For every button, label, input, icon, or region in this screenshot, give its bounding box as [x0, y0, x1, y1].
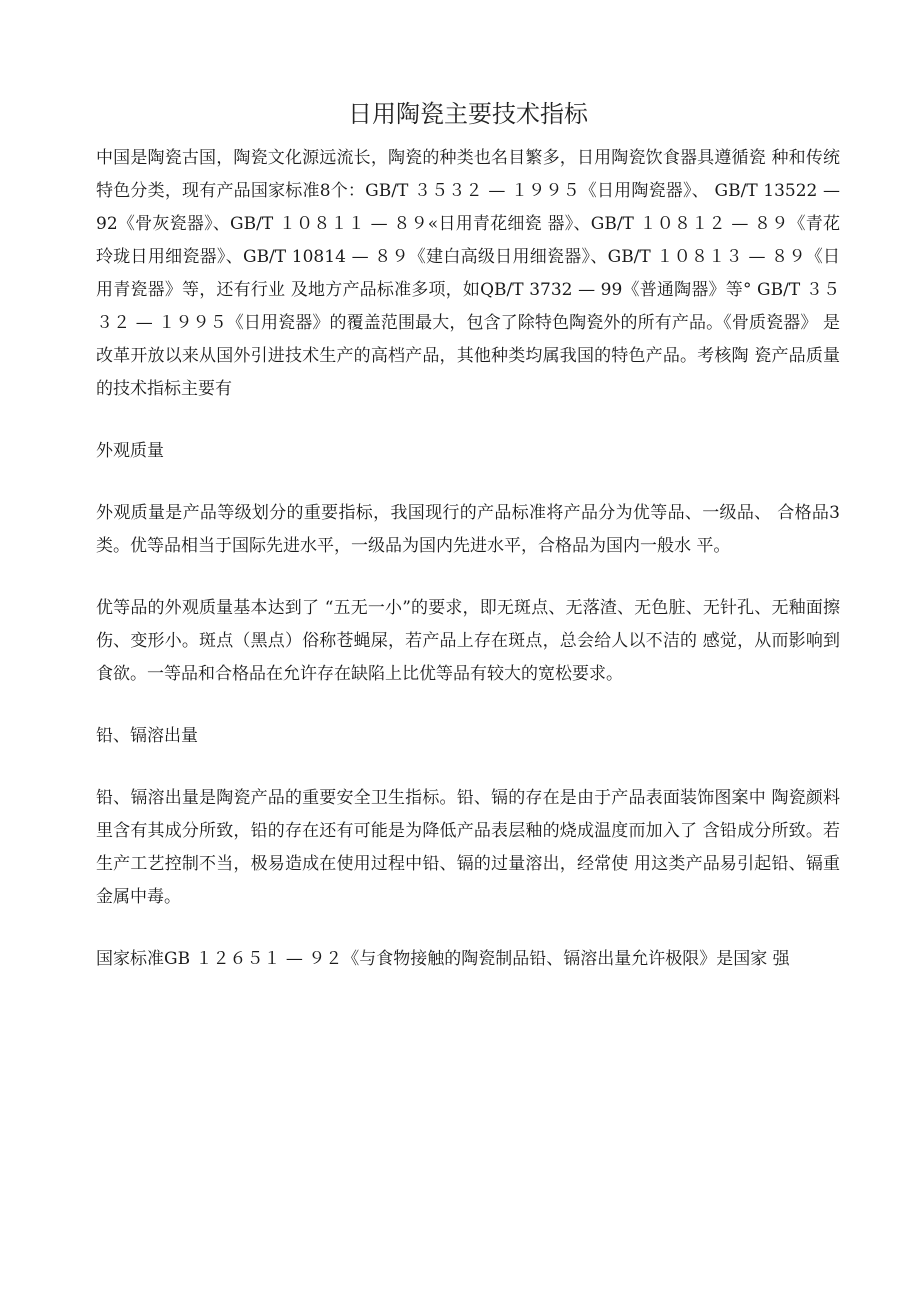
- lead-cadmium-paragraph-1: 铅、镉溶出量是陶瓷产品的重要安全卫生指标。铅、镉的存在是由于产品表面装饰图案中 陶瓷颜料里含有其成分所致，铅的存在还有可能是为降低产品表层釉的烧成温度而加入了 含铅成分所致。若生产工艺控制不当，极易造成在使用过程中铅、镉的过量溶出，经常使 用这类产品易引起铅、镉重金属中毒。: [96, 788, 840, 907]
- section-heading-appearance: 外观质量: [96, 441, 164, 461]
- page-title: 日用陶瓷主要技术指标: [348, 100, 588, 128]
- lead-cadmium-paragraph-2: 国家标准GB １２６５１ — ９２《与食物接触的陶瓷制品铅、镉溶出量允许极限》是国家 强: [96, 949, 790, 969]
- appearance-paragraph-1: 外观质量是产品等级划分的重要指标，我国现行的产品标准将产品分为优等品、一级品、 合格品3类。优等品相当于国际先进水平，一级品为国内先进水平，合格品为国内一般水 平。: [96, 503, 840, 556]
- document-page: [96, 96, 840, 976]
- section-heading-lead-cadmium: 铅、镉溶出量: [96, 726, 198, 746]
- intro-paragraph: 中国是陶瓷古国，陶瓷文化源远流长，陶瓷的种类也名目繁多，日用陶瓷饮食器具遵循瓷 种和传统特色分类，现有产品国家标准8个：GB/T ３５３２ — １９９５《日用陶瓷器》、 GB/T 13522 — 92《骨灰瓷器》、GB/T １０８１１ — ８９«日用青花细瓷 器》、GB/T １０８１２ — ８９《青花玲珑日用细瓷器》、GB/T 10814 — ８９《建白高级日用细瓷器》、GB/T １０８１３ — ８９《日用青瓷器》等，还有行业 及地方产品标准多项，如QB/T 3732 — 99《普通陶器》等° GB/T ３５３２ — １９９５《日用瓷器》的覆盖范围最大，包含了除特色陶瓷外的所有产品。《骨质瓷器》 是改革开放以来从国外引进技术生产的高档产品，其他种类均属我国的特色产品。考核陶 瓷产品质量的技术指标主要有: [96, 148, 840, 399]
- appearance-paragraph-2: 优等品的外观质量基本达到了 “五无一小”的要求，即无斑点、无落渣、无色脏、无针孔、无釉面擦伤、变形小。斑点（黑点）俗称苍蝇屎，若产品上存在斑点，总会给人以不洁的 感觉，从而影响到食欲。一等品和合格品在允许存在缺陷上比优等品有较大的宽松要求。: [96, 598, 840, 684]
